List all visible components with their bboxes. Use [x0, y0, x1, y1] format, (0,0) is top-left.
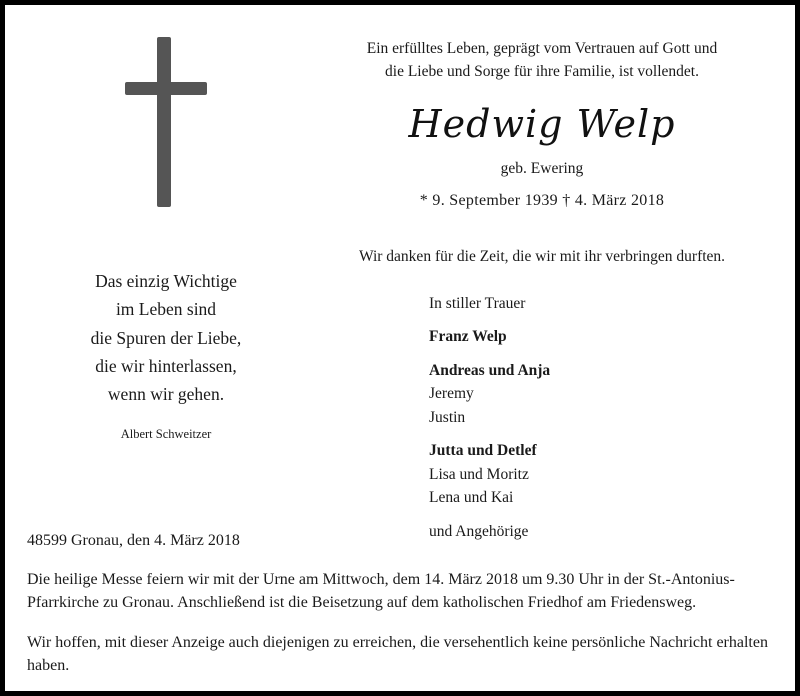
- obituary-inner: [5, 5, 795, 691]
- maiden-name: geb. Ewering: [500, 159, 584, 177]
- place-and-date: 48599 Gronau, den 4. März 2018: [27, 532, 240, 550]
- thanks-text: Wir danken für die Zeit, die wir mit ihr verbringen durften.: [358, 247, 726, 265]
- deceased-name: Hedwig Welp: [408, 101, 676, 146]
- hope-text: Wir hoffen, mit dieser Anzeige auch diejenigen zu erreichen, die versehentlich keine persönliche Nachricht erhalten haben.: [27, 633, 768, 674]
- mourner-entry: Lisa und Moritz: [429, 465, 529, 483]
- cross-icon-wrapper: [27, 19, 305, 247]
- mourner-entry: Franz Welp: [429, 328, 507, 345]
- obituary-footer: [27, 529, 773, 677]
- mourners-heading: In stiller Trauer: [429, 294, 526, 312]
- left-column: [27, 19, 305, 442]
- quote-line: im Leben sind: [115, 299, 217, 320]
- mourners-list: [311, 296, 773, 540]
- quote-line: die Spuren der Liebe,: [90, 327, 242, 348]
- memorial-quote: [27, 267, 305, 409]
- quote-author: Albert Schweitzer: [120, 426, 212, 441]
- quote-line: wenn wir gehen.: [107, 384, 225, 405]
- mourner-entry: Andreas und Anja: [429, 361, 551, 379]
- mourner-entry: Justin: [429, 408, 466, 426]
- cross-icon: [111, 37, 221, 207]
- right-column: [305, 19, 773, 547]
- service-details: Die heilige Messe feiern wir mit der Urne am Mittwoch, dem 14. März 2018 um 9.30 Uhr in der St.-Antonius-Pfarrkirche zu Gronau. Anschließend ist die Beisetzung auf dem katholischen Friedhof am Friedensweg.: [27, 571, 735, 612]
- mourner-entry: und Angehörige: [429, 522, 529, 540]
- obituary-top-area: [27, 19, 773, 547]
- intro-text: [311, 37, 773, 84]
- intro-line: Ein erfülltes Leben, geprägt vom Vertrauen auf Gott und: [366, 40, 718, 57]
- quote-line: die wir hinterlassen,: [95, 356, 237, 377]
- cross-horizontal-bar: [125, 82, 207, 95]
- birth-death-dates: * 9. September 1939 † 4. März 2018: [419, 191, 665, 209]
- quote-line: Das einzig Wichtige: [95, 271, 237, 291]
- mourner-entry: Jutta und Detlef: [429, 442, 537, 459]
- mourner-entry: Jeremy: [429, 385, 474, 402]
- mourner-entry: Lena und Kai: [429, 489, 514, 506]
- intro-line: die Liebe und Sorge für ihre Familie, ist vollendet.: [385, 63, 699, 81]
- cross-vertical-bar: [157, 37, 171, 207]
